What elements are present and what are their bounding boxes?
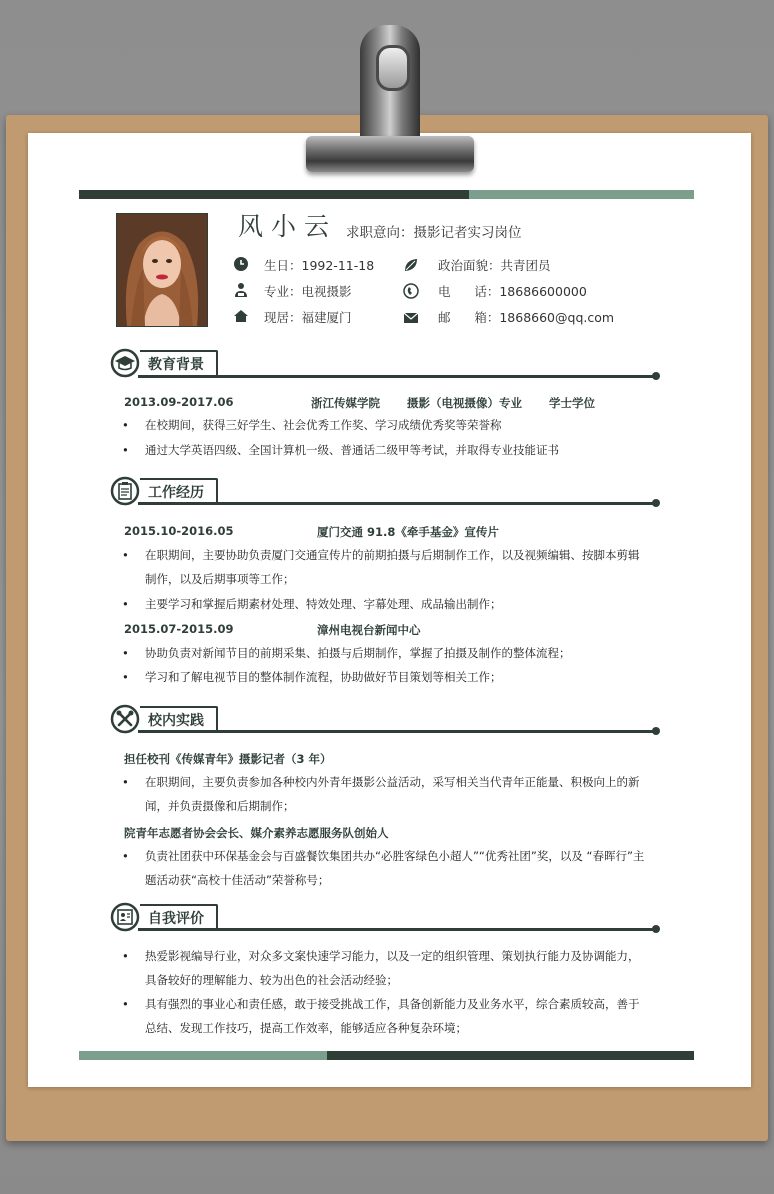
campus-role1: 担任校刊《传媒青年》摄影记者（3 年） <box>124 752 332 766</box>
person-icon <box>233 282 249 298</box>
clock-icon <box>233 256 249 272</box>
list-item: • 在职期间，主要协助负责厦门交通宣传片的前期拍摄与后期制作工作，以及视频编辑、按脚本剪辑制作，以及后期事项等工作； <box>122 548 640 586</box>
section-title: 工作经历 <box>148 485 204 501</box>
email-info: 邮 箱：1868660@qq.com <box>438 310 615 325</box>
campus-role2: 院青年志愿者协会会长、媒介素养志愿服务队创始人 <box>124 826 389 840</box>
job2-org: 漳州电视台新闻中心 <box>317 623 421 637</box>
job2-period: 2015.07-2015.09 <box>124 622 234 636</box>
top-bar-dark <box>79 190 469 199</box>
section-rule-dot <box>652 727 660 735</box>
section-rule <box>138 928 654 931</box>
major-info: 专业：电视摄影 <box>264 284 352 299</box>
list-item: • 学习和了解电视节目的整体制作流程，协助做好节目策划等相关工作； <box>122 670 502 684</box>
edu-school: 浙江传媒学院 <box>311 396 380 410</box>
top-bar-light <box>469 190 694 199</box>
list-item: • 负责社团获中环保基金会与百盛餐饮集团共办“必胜客绿色小超人”“优秀社团”奖，以及 “春晖行”主题活动获“高校十佳活动”荣誉称号； <box>122 849 645 887</box>
section-rule <box>138 375 654 378</box>
id-card-icon <box>110 902 140 932</box>
section-title: 自我评价 <box>148 911 204 927</box>
leaf-icon <box>403 257 419 273</box>
list-item: • 通过大学英语四级、全国计算机一级、普通话二级甲等考试，并取得专业技能证书 <box>122 443 559 457</box>
edu-period: 2013.09-2017.06 <box>124 395 234 409</box>
list-item: • 协助负责对新闻节目的前期采集、拍摄与后期制作，掌握了拍摄及制作的整体流程； <box>122 646 571 660</box>
section-title: 校内实践 <box>148 713 204 729</box>
birth-info: 生日：1992-11-18 <box>264 258 375 273</box>
clipboard-icon <box>110 476 140 506</box>
clip-hole <box>376 45 410 91</box>
list-item: • 主要学习和掌握后期素材处理、特效处理、字幕处理、成品输出制作； <box>122 597 502 611</box>
section-rule <box>138 502 654 505</box>
edu-major: 摄影（电视摄像）专业 <box>407 396 522 410</box>
phone-info: 电 话：18686600000 <box>438 284 587 299</box>
bottom-bar-light <box>79 1051 327 1060</box>
list-item: • 在职期间，主要负责参加各种校内外青年摄影公益活动，采写相关当代青年正能量、积极向上的新闻，并负责摄像和后期制作； <box>122 775 640 813</box>
job1-period: 2015.10-2016.05 <box>124 524 234 538</box>
phone-icon <box>403 283 419 299</box>
clip-base <box>306 136 474 172</box>
graduation-cap-icon <box>110 348 140 378</box>
politics-info: 政治面貌：共青团员 <box>438 258 551 273</box>
bottom-bar-dark <box>327 1051 694 1060</box>
residence-info: 现居：福建厦门 <box>264 310 352 325</box>
section-rule-dot <box>652 372 660 380</box>
section-title: 教育背景 <box>148 357 204 373</box>
section-rule-dot <box>652 925 660 933</box>
list-item: • 热爱影视编导行业，对众多文案快速学习能力，以及一定的组织管理、策划执行能力及协调能力，具备较好的理解能力、较为出色的社会活动经验； <box>122 949 640 987</box>
mail-icon <box>403 310 419 326</box>
candidate-name: 风小云 <box>238 212 338 241</box>
section-rule <box>138 730 654 733</box>
job-intent: 求职意向：摄影记者实习岗位 <box>346 225 522 241</box>
home-icon <box>233 308 249 324</box>
edu-degree: 学士学位 <box>549 396 595 410</box>
tools-icon <box>110 704 140 734</box>
list-item: • 具有强烈的事业心和责任感，敢于接受挑战工作，具备创新能力及业务水平，综合素质较高，善于总结、发现工作技巧，提高工作效率，能够适应各种复杂环境； <box>122 997 640 1035</box>
job1-org: 厦门交通 91.8《牵手基金》宣传片 <box>317 525 499 539</box>
list-item: • 在校期间，获得三好学生、社会优秀工作奖、学习成绩优秀奖等荣誉称 <box>122 418 502 432</box>
section-rule-dot <box>652 499 660 507</box>
profile-photo <box>116 213 208 327</box>
